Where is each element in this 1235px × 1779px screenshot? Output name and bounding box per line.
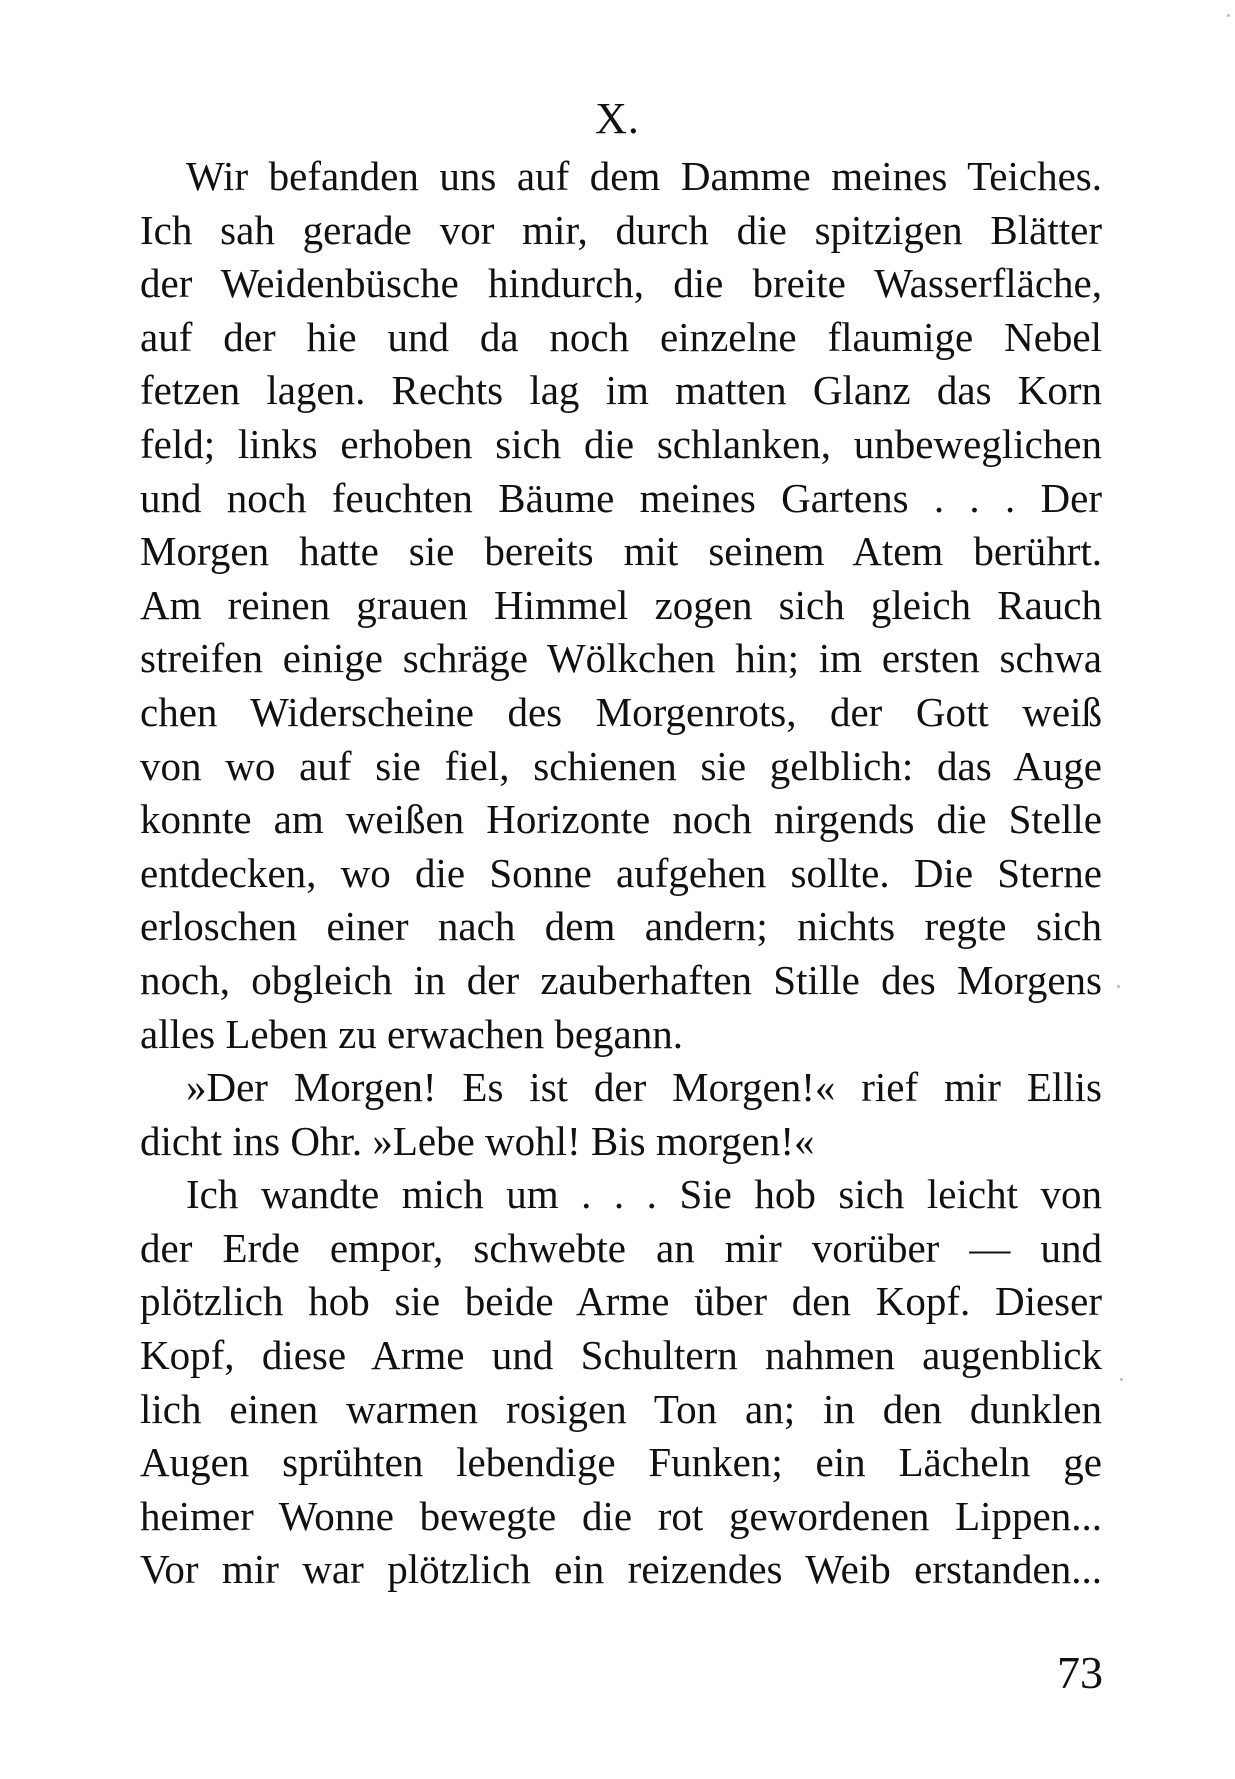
text-line: plötzlich hob sie beide Arme über den Kopf. Dieser <box>140 1278 1102 1325</box>
scan-speck <box>1227 14 1230 17</box>
text-line: Kopf, diese Arme und Schultern nahmen augenblick <box>140 1332 1102 1379</box>
text-line: entdecken, wo die Sonne aufgehen sollte. Die Sterne <box>140 849 1102 896</box>
text-line: chen Widerscheine des Morgenrots, der Gott weiß <box>140 688 1102 735</box>
text-line: und noch feuchten Bäume meines Gartens . . . Der <box>140 474 1102 521</box>
page-number: 73 <box>1057 1647 1103 1698</box>
scan-speck <box>1120 1378 1123 1381</box>
text-line: streifen einige schräge Wölkchen hin; im ersten schwa <box>140 635 1102 682</box>
text-line: Morgen hatte sie bereits mit seinem Atem berührt. <box>140 528 1102 575</box>
text-line: noch, obgleich in der zauberhaften Stille des Morgens <box>140 956 1102 1003</box>
body-text <box>140 150 1102 1597</box>
text-line: feld; links erhoben sich die schlanken, unbeweglichen <box>140 420 1102 467</box>
text-line: heimer Wonne bewegte die rot gewordenen Lippen... <box>140 1492 1102 1539</box>
text-line: Vor mir war plötzlich ein reizendes Weib erstanden... <box>140 1546 1102 1593</box>
text-line: Ich sah gerade vor mir, durch die spitzigen Blätter <box>140 206 1102 253</box>
text-line: »Der Morgen! Es ist der Morgen!« rief mir Ellis <box>186 1064 1102 1111</box>
text-line: erloschen einer nach dem andern; nichts regte sich <box>140 903 1102 950</box>
text-line: lich einen warmen rosigen Ton an; in den dunklen <box>140 1385 1102 1432</box>
text-line: der Weidenbüsche hindurch, die breite Wasserfläche, <box>140 260 1102 307</box>
text-line: von wo auf sie fiel, schienen sie gelblich: das Auge <box>140 742 1102 789</box>
text-line: Augen sprühten lebendige Funken; ein Lächeln ge <box>140 1439 1102 1486</box>
text-line: auf der hie und da noch einzelne flaumige Nebel <box>140 313 1102 360</box>
text-line: fetzen lagen. Rechts lag im matten Glanz das Korn <box>140 367 1102 414</box>
text-line: Wir befanden uns auf dem Damme meines Teiches. <box>186 153 1102 199</box>
text-line: konnte am weißen Horizonte noch nirgends die Stelle <box>140 796 1102 843</box>
text-line: dicht ins Ohr. »Lebe wohl! Bis morgen!« <box>140 1117 815 1164</box>
text-line: alles Leben zu erwachen begann. <box>140 1010 683 1057</box>
text-line: der Erde empor, schwebte an mir vorüber — und <box>140 1224 1102 1271</box>
text-line: Ich wandte mich um . . . Sie hob sich leicht von <box>186 1171 1102 1218</box>
text-line: Am reinen grauen Himmel zogen sich gleich Rauch <box>140 581 1102 628</box>
chapter-heading: X. <box>595 94 640 143</box>
scan-speck <box>1117 985 1120 988</box>
